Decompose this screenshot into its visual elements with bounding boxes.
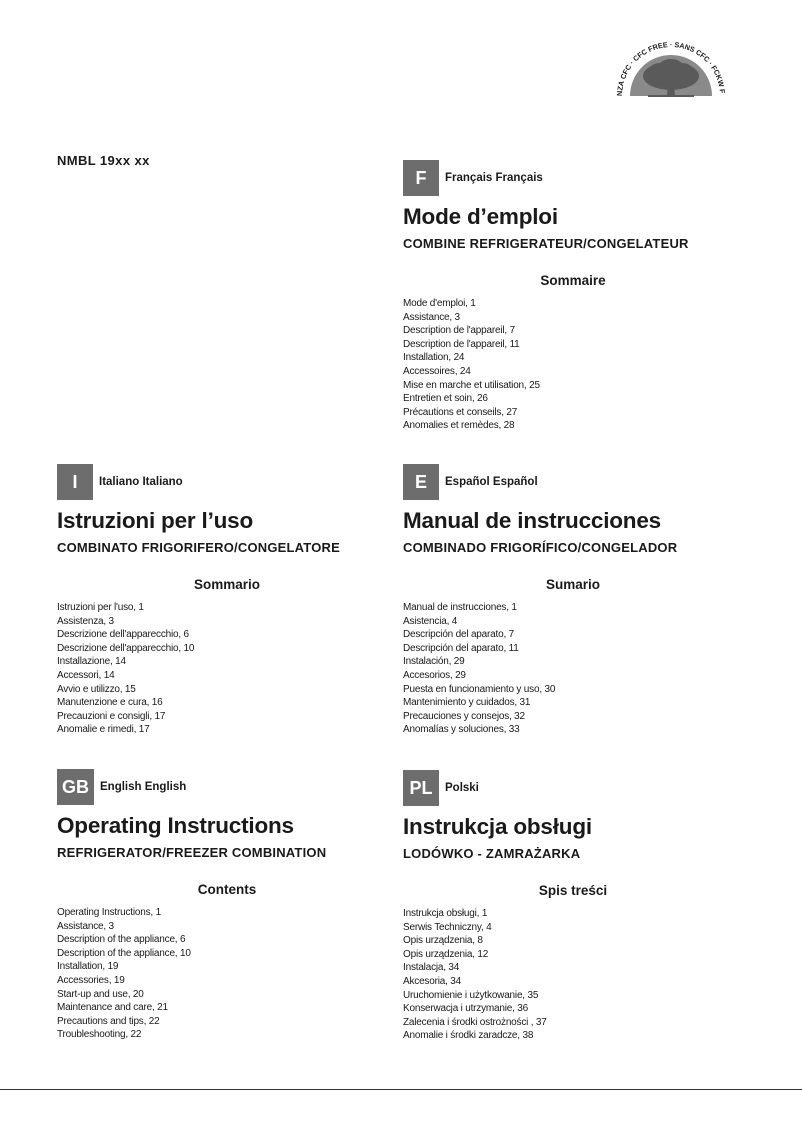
toc-item: Mantenimiento y cuidados, 31 (403, 697, 531, 709)
language-header (57, 464, 397, 500)
language-badge: E (403, 464, 439, 500)
toc-item: Assistenza, 3 (57, 615, 114, 627)
toc-item: Accessori, 14 (57, 669, 115, 681)
toc-item: Descrizione dell'apparecchio, 6 (57, 629, 189, 641)
toc-item: Description de l'appareil, 7 (403, 325, 515, 337)
toc-item: Akcesoria, 34 (403, 975, 461, 987)
section-title: Istruzioni per l’uso (57, 508, 254, 533)
language-name: Polski (445, 782, 479, 794)
toc-item: Installation, 24 (403, 352, 465, 364)
section-subtitle: COMBINE REFRIGERATEUR/CONGELATEUR (403, 236, 689, 251)
toc-item: Anomalie e rimedi, 17 (57, 724, 150, 736)
toc-heading: Contents (197, 882, 257, 897)
toc-item: Accesorios, 29 (403, 669, 466, 681)
section-title: Manual de instrucciones (403, 508, 661, 533)
toc-item: Opis urządzenia, 8 (403, 935, 483, 947)
toc-item: Opis urządzenia, 12 (403, 948, 489, 960)
language-badge: PL (403, 770, 439, 806)
cfc-free-logo (612, 38, 730, 102)
language-name: Italiano Italiano (99, 476, 183, 488)
toc-item: Accessories, 19 (57, 974, 125, 986)
toc-list (403, 297, 743, 433)
model-number: NMBL 19xx xx (57, 153, 150, 168)
section-fr (403, 160, 743, 433)
toc-item: Descripción del aparato, 11 (403, 642, 519, 654)
toc-item: Précautions et conseils, 27 (403, 406, 518, 418)
section-subtitle: COMBINATO FRIGORIFERO/CONGELATORE (57, 540, 340, 555)
language-badge: GB (57, 769, 94, 805)
toc-item: Descrizione dell'apparecchio, 10 (57, 642, 195, 654)
toc-item: Istruzioni per l'uso, 1 (57, 602, 144, 613)
logo-ring-text: NZA CFC · CFC FREE · SANS CFC · FCKW F (614, 40, 727, 97)
toc-item: Troubleshooting, 22 (57, 1029, 142, 1041)
toc-item: Konserwacja i utrzymanie, 36 (403, 1003, 529, 1015)
toc-item: Zalecenia i środki ostrożności , 37 (403, 1016, 547, 1028)
toc-list (57, 906, 397, 1042)
toc-item: Precautions and tips, 22 (57, 1015, 160, 1027)
toc-list (403, 601, 743, 737)
section-gb (57, 769, 397, 1042)
language-badge: I (57, 464, 93, 500)
toc-item: Anomalies et remèdes, 28 (403, 420, 515, 432)
language-header (403, 464, 743, 500)
toc-item: Mise en marche et utilisation, 25 (403, 379, 540, 391)
language-header (57, 769, 397, 805)
toc-item: Installazione, 14 (57, 656, 126, 668)
toc-item: Instrukcja obsługi, 1 (403, 908, 488, 919)
toc-item: Instalación, 29 (403, 656, 465, 668)
toc-item: Descripción del aparato, 7 (403, 629, 514, 641)
section-title: Instrukcja obsługi (403, 814, 592, 839)
toc-item: Puesta en funcionamiento y uso, 30 (403, 683, 556, 695)
toc-item: Asistencia, 4 (403, 615, 458, 627)
toc-item: Mode d'emploi, 1 (403, 298, 476, 309)
language-name: English English (100, 781, 187, 793)
toc-item: Anomalie i środki zaradcze, 38 (403, 1030, 534, 1042)
language-header (403, 770, 743, 806)
toc-item: Assistance, 3 (403, 311, 460, 323)
toc-list (403, 907, 743, 1043)
toc-heading: Sommaire (540, 273, 606, 288)
toc-heading: Sommario (193, 577, 261, 592)
language-header (403, 160, 743, 196)
toc-item: Start-up and use, 20 (57, 988, 144, 1000)
toc-item: Precauzioni e consigli, 17 (57, 710, 166, 722)
toc-item: Description of the appliance, 6 (57, 934, 186, 946)
toc-item: Anomalías y soluciones, 33 (403, 724, 520, 736)
section-pl (403, 770, 743, 1043)
language-badge: F (403, 160, 439, 196)
language-name: Español Español (445, 476, 538, 488)
language-name: Français Français (445, 172, 543, 184)
section-title: Mode d’emploi (403, 204, 558, 229)
footer-divider (0, 1089, 802, 1090)
toc-item: Maintenance and care, 21 (57, 1002, 168, 1014)
toc-item: Operating Instructions, 1 (57, 907, 161, 918)
tree-icon (612, 38, 730, 102)
section-subtitle: COMBINADO FRIGORÍFICO/CONGELADOR (403, 540, 678, 555)
toc-item: Entretien et soin, 26 (403, 393, 488, 405)
section-it (57, 464, 397, 737)
toc-item: Accessoires, 24 (403, 365, 471, 377)
section-subtitle: LODÓWKO - ZAMRAŻARKA (403, 846, 581, 861)
toc-item: Installation, 19 (57, 961, 119, 973)
toc-item: Serwis Techniczny, 4 (403, 921, 492, 933)
section-title: Operating Instructions (57, 813, 294, 838)
toc-list (57, 601, 397, 737)
toc-item: Avvio e utilizzo, 15 (57, 683, 136, 695)
section-subtitle: REFRIGERATOR/FREEZER COMBINATION (57, 845, 327, 860)
toc-item: Description de l'appareil, 11 (403, 338, 520, 350)
toc-heading: Spis treści (538, 883, 608, 898)
section-es (403, 464, 743, 737)
toc-item: Manutenzione e cura, 16 (57, 697, 163, 709)
toc-item: Uruchomienie i użytkowanie, 35 (403, 989, 539, 1001)
toc-item: Description of the appliance, 10 (57, 947, 191, 959)
toc-item: Instalacja, 34 (403, 962, 460, 974)
toc-item: Precauciones y consejos, 32 (403, 710, 525, 722)
toc-heading: Sumario (545, 577, 600, 592)
toc-item: Manual de instrucciones, 1 (403, 602, 517, 613)
toc-item: Assistance, 3 (57, 920, 114, 932)
